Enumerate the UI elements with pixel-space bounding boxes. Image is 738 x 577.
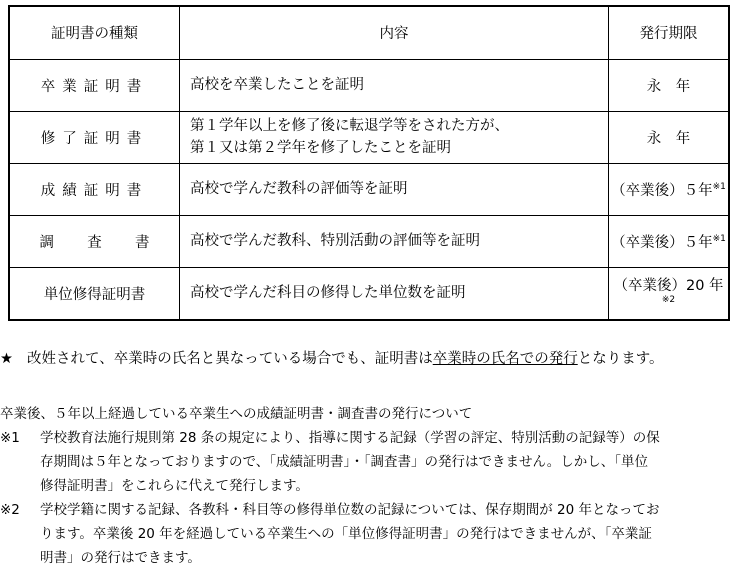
content-line: 第１又は第２学年を修了したことを証明	[190, 140, 451, 156]
footnotes-title: 卒業後、５年以上経過している卒業生への成績証明書・調査書の発行について	[0, 406, 473, 422]
content-line: 第１学年以上を修了後に転退学等をされた方が、	[190, 118, 509, 134]
footnote-line: ります。卒業後 20 年を経過している卒業生への「単位修得証明書」の発行はできませんが、「卒業証	[40, 526, 652, 542]
cert-content	[180, 111, 609, 163]
cert-period	[609, 111, 730, 163]
period-label: 永 年	[646, 78, 691, 95]
certificate-table	[8, 5, 730, 321]
cert-period	[609, 59, 730, 111]
cert-type-label: 卒業証明書	[40, 78, 149, 95]
star-icon: ★	[0, 351, 13, 367]
table-header-row	[9, 6, 729, 59]
header-type: 証明書の種類	[9, 6, 180, 59]
table-row	[9, 59, 729, 111]
cert-type	[9, 59, 180, 111]
footnote-line: 学校教育法施行規則第 28 条の規定により、指導に関する記録（学習の評定、特別活動の記録等）の保	[40, 430, 660, 446]
cert-content	[180, 59, 609, 111]
content-line: 高校を卒業したことを証明	[190, 77, 364, 93]
cert-period	[609, 267, 730, 320]
cert-type-label: 修了証明書	[40, 130, 149, 147]
period-label: 永 年	[646, 130, 691, 147]
footnote-line: 修得証明書」をこれらに代えて発行します。	[40, 478, 309, 494]
cert-type-label: 成績証明書	[40, 182, 149, 199]
period-label: （卒業後）20 年	[613, 278, 724, 295]
table-row	[9, 215, 729, 267]
table-row	[9, 163, 729, 215]
cert-type	[9, 111, 180, 163]
table-row	[9, 267, 729, 320]
cert-type-label	[40, 231, 150, 252]
footnote-mark: ※2	[0, 502, 20, 518]
cert-type-char: 書	[135, 234, 150, 251]
header-period: 発行期限	[609, 6, 730, 59]
table-row	[9, 111, 729, 163]
cert-period	[609, 163, 730, 215]
header-content: 内容	[180, 6, 609, 59]
footnote-mark: ※1	[0, 430, 20, 446]
footnote-item	[0, 498, 738, 570]
content-line: 高校で学んだ科目の修得した単位数を証明	[190, 285, 466, 302]
footnote-mark: ※1	[712, 181, 726, 192]
cert-type	[9, 267, 180, 320]
cert-period	[609, 215, 730, 267]
footnote-line: 明書」の発行はできます。	[40, 550, 201, 566]
cert-type	[9, 163, 180, 215]
footnote-item	[0, 426, 738, 498]
footnote-line: 存期間は５年となっておりますので、「成績証明書」・「調査書」の発行はできません。しかし、「単位	[40, 454, 649, 470]
notice-text-end: となります。	[577, 351, 664, 367]
cert-type-char: 調	[39, 234, 54, 251]
footnote-mark: ※2	[661, 295, 676, 306]
period-label: （卒業後）５年	[611, 182, 713, 199]
period-label: （卒業後）５年	[611, 234, 713, 251]
footnotes	[0, 402, 738, 570]
cert-content	[180, 267, 609, 320]
cert-content	[180, 215, 609, 267]
cert-content	[180, 163, 609, 215]
footnote-mark: ※1	[712, 233, 726, 244]
notice-text: 改姓されて、卒業時の氏名と異なっている場合でも、証明書は	[27, 351, 433, 367]
content-line: 高校で学んだ教科、特別活動の評価等を証明	[190, 233, 480, 249]
content-line: 高校で学んだ教科の評価等を証明	[190, 181, 408, 197]
cert-type	[9, 215, 180, 267]
name-change-notice	[0, 347, 738, 368]
cert-type-label: 単位修得証明書	[43, 286, 146, 303]
cert-type-char: 査	[87, 234, 102, 251]
footnote-line: 学校学籍に関する記録、各教科・科目等の修得単位数の記録については、保存期間が 20 年となってお	[40, 502, 660, 518]
notice-emphasis: 卒業時の氏名での発行	[432, 351, 578, 367]
